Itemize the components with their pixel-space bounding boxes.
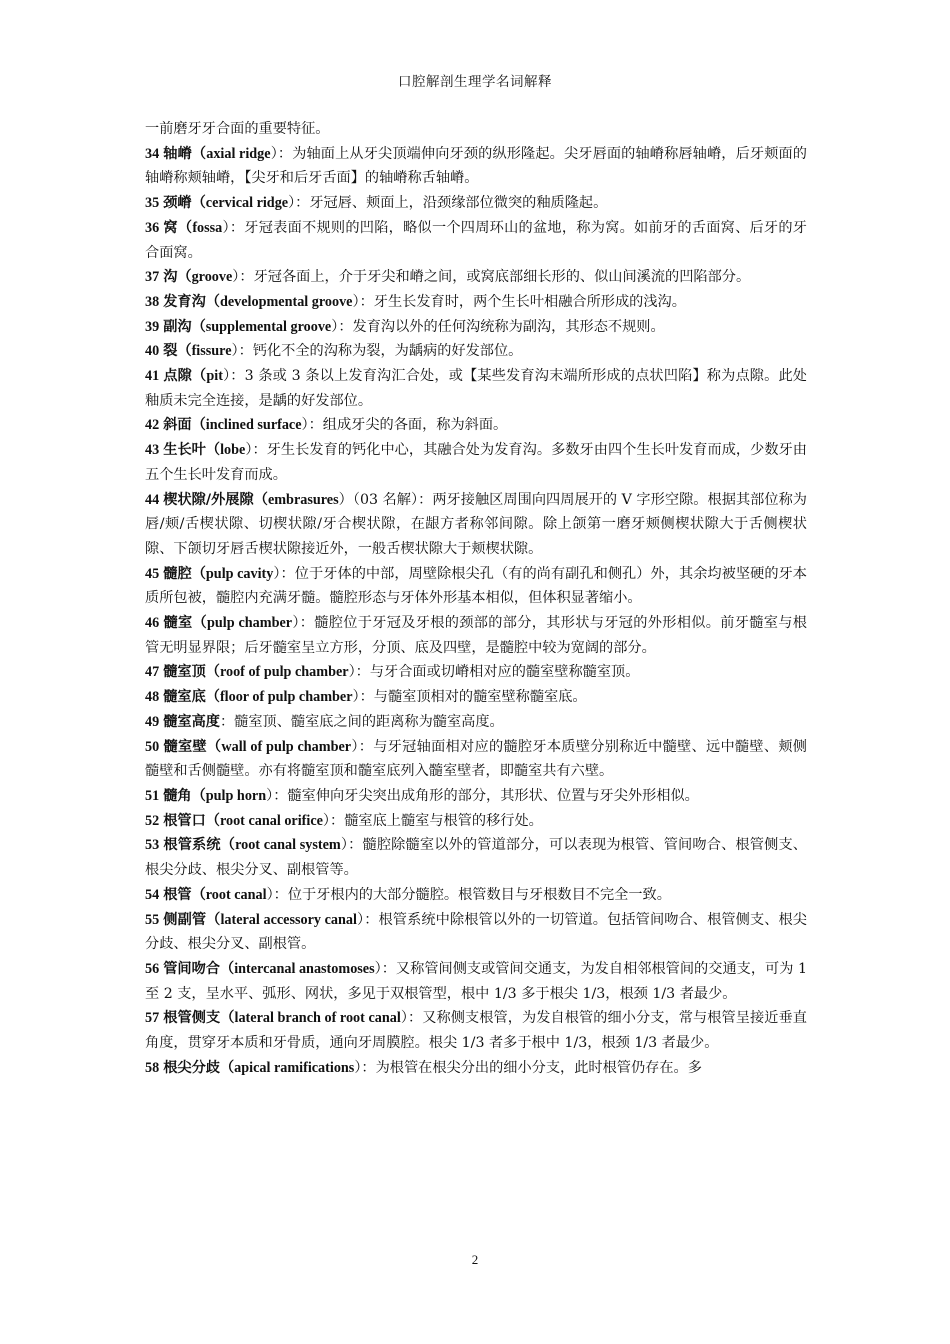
entry-definition: ）：与髓室顶相对的髓室壁称髓室底。 [352,689,587,706]
entry-definition: ）：又称侧支根管，为发自根管的细小分支，常与根管呈接近垂直角度，贯穿牙本质和牙骨质，通向牙周膜腔。根尖 1/3 者多于根中 1/3，根颈 1/3 者最少。 [145,1010,807,1052]
entry-definition: ）：为轴面上从牙尖顶端伸向牙颈的纵形隆起。尖牙唇面的轴嵴称唇轴嵴，后牙颊面的轴嵴称颊轴嵴，【尖牙和后牙舌面】的轴嵴称舌轴嵴。 [145,145,807,187]
entry-term-english: cervical ridge [205,195,289,212]
entry-definition: ）：又称管间侧支或管间交通支，为发自相邻根管间的交通支，可为 1 至 2 支，呈水平、弧形、网状，多见于双根管型，根中 1/3 多于根尖 1/3，根颈 1/3 者最少。 [145,960,807,1002]
entry-definition: ）：与牙冠轴面相对应的髓腔牙本质壁分别称近中髓壁、远中髓壁、颊侧髓壁和舌侧髓壁。亦有将髓室顶和髓室底列入髓室壁者，即髓室共有六壁。 [145,738,807,780]
entry-term-english: intercanal anastomoses [234,960,375,977]
entry-term-english: axial ridge [206,145,271,162]
entry-definition: ）：发育沟以外的任何沟统称为副沟，其形态不规则。 [331,318,665,335]
entry-term: 颈嵴（ [163,195,206,212]
glossary-entry [145,685,807,710]
glossary-entry [145,908,807,957]
entry-term-english: root canal system [235,837,341,854]
entry-definition: ）：牙生长发育的钙化中心，其融合处为发育沟。多数牙由四个生长叶发育而成，少数牙由五个生长叶发育而成。 [145,442,807,483]
glossary-entry [145,438,807,487]
entry-number: 37 [145,269,160,286]
glossary-entry [145,265,807,290]
entry-term-english: pulp chamber [207,615,293,632]
glossary-entry [145,339,807,364]
entry-number: 36 [145,219,160,236]
glossary-entry [145,290,807,315]
entry-term: 点隙（ [163,368,207,385]
entry-definition: ）：钙化不全的沟称为裂，为龋病的好发部位。 [231,343,523,360]
entry-definition: ）：髓腔位于牙冠及牙根的颈部的部分，其形状与牙冠的外形相似。前牙髓室与根管无明显界限；后牙髓室呈立方形，分顶、底及四壁，是髓腔中较为宽阔的部分。 [145,615,807,656]
entry-term: 根管侧支（ [163,1010,235,1027]
entry-term-english: groove [191,269,233,286]
entry-term-english: lateral branch of root canal [234,1010,401,1027]
entry-term: 髓室（ [163,615,208,632]
entry-term-english: pit [206,368,223,385]
entry-number: 51 [145,787,160,804]
entry-term: 根管口（ [163,812,220,829]
entry-term-english: lateral accessory canal [220,911,357,928]
entry-term: 髓角（ [163,787,206,804]
entry-number: 50 [145,738,160,755]
entry-number: 55 [145,911,160,928]
glossary-entry [145,957,807,1006]
entry-term-english: apical ramifications [234,1059,355,1076]
entry-term: 髓室顶（ [163,664,220,681]
entry-term: 裂（ [163,343,192,360]
entry-number: 52 [145,812,160,829]
glossary-entry [145,660,807,685]
glossary-entry [145,142,807,191]
entry-number: 54 [145,886,160,903]
entry-term-english: supplemental groove [205,318,332,335]
entry-term-english: developmental groove [219,293,353,310]
entry-number: 56 [145,960,160,977]
glossary-entry [145,735,807,784]
entry-term: 轴嵴（ [163,145,207,162]
entry-term: 副沟（ [163,318,206,335]
entry-term: 沟（ [163,269,192,286]
entry-definition: ）：3 条或 3 条以上发育沟汇合处，或【某些发育沟末端所形成的点状凹陷】称为点隙。此处釉质未完全连接，是龋的好发部位。 [145,368,807,409]
entry-definition: ：髓室顶、髓室底之间的距离称为髓室高度。 [219,713,504,730]
entry-term: 髓室壁（ [163,738,222,755]
glossary-entry [145,1056,807,1081]
entry-definition: ）：位于牙体的中部，周壁除根尖孔（有的尚有副孔和侧孔）外，其余均被坚硬的牙本质所包被，髓腔内充满牙髓。髓腔形态与牙体外形基本相似，但体积显著缩小。 [145,565,807,607]
glossary-entry [145,413,807,438]
entry-number: 47 [145,664,160,681]
entry-term-english: floor of pulp chamber [219,689,353,706]
entry-definition: ）：为根管在根尖分出的细小分支，此时根管仍存在。多 [354,1059,702,1076]
entry-definition: ）（03 名解）：两牙接触区周围向四周展开的 V 字形空隙。根据其部位称为唇/颊/舌楔状隙、切楔状隙/牙合楔状隙，在龈方者称邻间隙。除上颌第一磨牙颊侧楔状隙大于舌侧楔状隙、下颌切牙唇舌楔状隙接近外，一般舌楔状隙大于颊楔状隙。 [145,491,807,557]
entry-term-english: inclined surface [205,417,302,434]
entry-definition: ）：髓腔除髓室以外的管道部分，可以表现为根管、管间吻合、根管侧支、根尖分歧、根尖分叉、副根管等。 [145,837,807,879]
glossary-entry [145,883,807,908]
entry-term-english: pulp horn [205,787,267,804]
entry-number: 45 [145,565,160,582]
entry-definition: ）：髓室伸向牙尖突出成角形的部分，其形状、位置与牙尖外形相似。 [266,787,699,804]
entry-definition: ）：牙冠各面上，介于牙尖和嵴之间，或窝底部细长形的、似山间溪流的凹陷部分。 [232,269,751,286]
glossary-entry [145,216,807,265]
entry-number: 53 [145,837,160,854]
entry-definition: ）：牙冠表面不规则的凹陷，略似一个四周环山的盆地，称为窝。如前牙的舌面窝、后牙的牙合面窝。 [145,219,807,261]
entry-number: 49 [145,713,160,730]
entry-number: 46 [145,615,160,632]
entry-definition: ）：牙冠唇、颊面上，沿颈缘部位微突的釉质隆起。 [288,195,608,212]
entry-term: 根管系统（ [163,837,236,854]
entry-number: 58 [145,1059,160,1076]
entry-number: 44 [145,491,160,508]
entry-definition: ）：牙生长发育时，两个生长叶相融合所形成的浅沟。 [352,293,686,310]
entry-number: 35 [145,195,160,212]
glossary-entry [145,1006,807,1055]
entry-number: 57 [145,1010,160,1027]
entry-number: 42 [145,417,160,434]
glossary-entry [145,611,807,660]
entry-term: 侧副管（ [163,911,221,928]
entry-term: 发育沟（ [163,293,220,310]
intro-text: 一前磨牙牙合面的重要特征。 [145,121,330,137]
glossary-entry [145,562,807,611]
entry-number: 39 [145,318,160,335]
page-number: 2 [471,1252,479,1267]
entry-term: 根管（ [163,886,206,903]
entry-term: 髓腔（ [163,565,206,582]
glossary-entry [145,191,807,216]
glossary-entry [145,364,807,413]
glossary-entry [145,833,807,882]
glossary-entries [145,142,807,1081]
document-body [145,117,807,1080]
glossary-entry [145,315,807,340]
entry-definition: ）：位于牙根内的大部分髓腔。根管数目与牙根数目不完全一致。 [266,886,671,903]
entry-term-english: roof of pulp chamber [219,664,349,681]
entry-definition: ）：根管系统中除根管以外的一切管道。包括管间吻合、根管侧支、根尖分歧、根尖分叉、副根管。 [145,911,807,953]
entry-term: 根尖分歧（ [163,1059,235,1076]
entry-number: 40 [145,343,160,360]
glossary-entry [145,784,807,809]
entry-number: 48 [145,689,160,706]
entry-number: 38 [145,293,160,310]
entry-term-english: embrasures [267,491,339,508]
entry-term: 管间吻合（ [163,960,235,977]
entry-definition: ）：与牙合面或切嵴相对应的髓室壁称髓室顶。 [348,664,640,681]
page-header-title: 口腔解剖生理学名词解释 [398,74,552,90]
entry-term: 生长叶（ [163,442,221,459]
glossary-entry [145,488,807,562]
entry-number: 34 [145,145,160,162]
entry-term-english: pulp cavity [205,565,274,582]
entry-definition: ）：髓室底上髓室与根管的移行处。 [322,812,543,829]
entry-number: 43 [145,442,160,459]
glossary-entry [145,710,807,735]
entry-term-english: wall of pulp chamber [221,738,352,755]
glossary-entry [145,809,807,834]
entry-term: 楔状隙/外展隙（ [163,491,268,508]
entry-definition: ）：组成牙尖的各面，称为斜面。 [301,417,508,434]
entry-term: 髓室高度 [163,713,220,730]
entry-term: 斜面（ [163,417,206,434]
entry-number: 41 [145,368,160,385]
entry-term: 窝（ [163,219,193,236]
entry-term-english: fissure [191,343,232,360]
entry-term: 髓室底（ [163,689,220,706]
entry-term-english: lobe [220,442,246,459]
entry-term-english: fossa [192,219,223,236]
entry-term-english: root canal orifice [219,812,323,829]
entry-term-english: root canal [205,886,267,903]
